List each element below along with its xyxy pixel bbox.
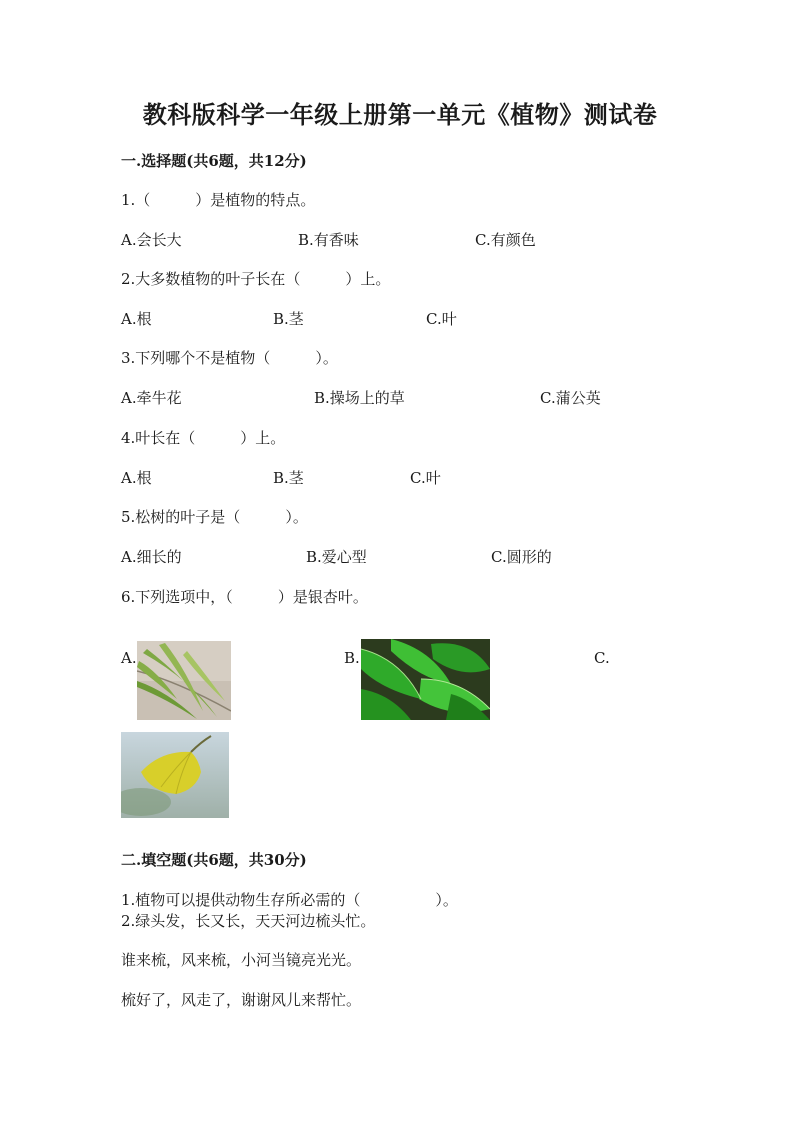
poem-line-2: 谁来梳，风来梳，小河当镜亮光光。	[121, 951, 362, 969]
fill-question-2: 2.绿头发，长又长，天天河边梳头忙。	[121, 912, 376, 930]
q5-option-a: A.细长的	[121, 548, 182, 566]
section-heading-fill-blank: 二.填空题(共6题，共30分)	[121, 851, 307, 869]
q2-option-b: B.茎	[273, 310, 304, 328]
banana-leaves-photo	[361, 639, 490, 720]
q2-option-a: A.根	[121, 310, 152, 328]
ginkgo-leaf-photo	[121, 732, 229, 818]
question-3: 3.下列哪个不是植物（ ）。	[121, 349, 338, 367]
q4-option-a: A.根	[121, 469, 152, 487]
question-2: 2.大多数植物的叶子长在（ ）上。	[121, 270, 391, 288]
q4-option-b: B.茎	[273, 469, 304, 487]
q3-option-a: A.牵牛花	[121, 389, 182, 407]
poem-line-3: 梳好了，风走了，谢谢风儿来帮忙。	[121, 991, 362, 1009]
q1-option-a: A.会长大	[121, 231, 182, 249]
fill-question-1: 1.植物可以提供动物生存所必需的（ ）。	[121, 891, 458, 909]
q6-option-b: B.	[344, 649, 360, 667]
q2-option-c: C.叶	[426, 310, 457, 328]
q6-option-a: A.	[121, 649, 137, 667]
willow-leaves-photo	[137, 641, 231, 720]
q3-option-b: B.操场上的草	[314, 389, 405, 407]
question-1: 1.（ ）是植物的特点。	[121, 191, 316, 209]
q5-option-b: B.爱心型	[306, 548, 367, 566]
question-6: 6.下列选项中，（ ）是银杏叶。	[121, 588, 368, 606]
section-heading-choice: 一.选择题(共6题，共12分)	[121, 152, 307, 170]
question-5: 5.松树的叶子是（ ）。	[121, 508, 308, 526]
question-4: 4.叶长在（ ）上。	[121, 429, 286, 447]
q4-option-c: C.叶	[410, 469, 441, 487]
q3-option-c: C.蒲公英	[540, 389, 601, 407]
q1-option-b: B.有香味	[298, 231, 359, 249]
page-title: 教科版科学一年级上册第一单元《植物》测试卷	[142, 100, 658, 129]
q6-option-c: C.	[594, 649, 610, 667]
q1-option-c: C.有颜色	[475, 231, 536, 249]
q5-option-c: C.圆形的	[491, 548, 552, 566]
